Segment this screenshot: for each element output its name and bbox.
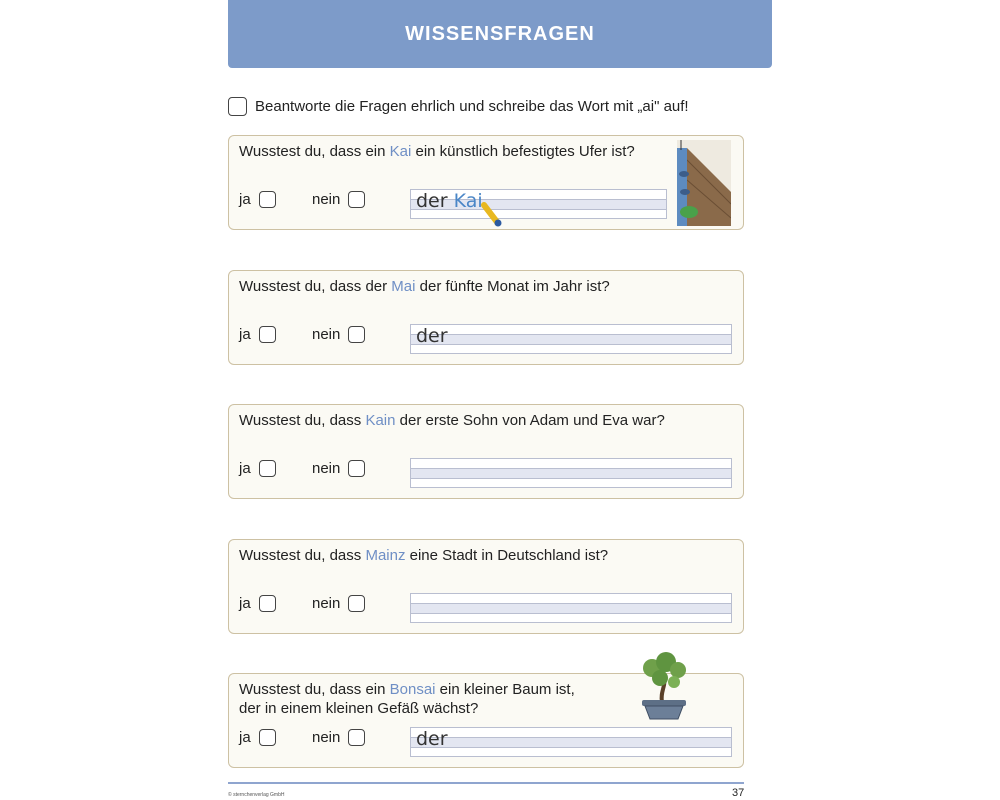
keyword: Mai xyxy=(391,278,416,295)
keyword: Kain xyxy=(365,412,396,429)
ja-checkbox[interactable] xyxy=(259,729,276,746)
option-ja-label: ja xyxy=(239,191,251,208)
keyword: Mainz xyxy=(365,547,406,564)
option-ja xyxy=(239,595,276,612)
option-ja xyxy=(239,191,276,208)
option-nein-label: nein xyxy=(312,460,341,477)
question-card-mainz xyxy=(228,539,744,634)
option-nein-label: nein xyxy=(312,191,341,208)
option-ja-label: ja xyxy=(239,326,251,343)
answer-writing-line[interactable] xyxy=(410,324,732,354)
option-nein-label: nein xyxy=(312,326,341,343)
answer-writing-line[interactable] xyxy=(410,727,732,757)
question-text: Wusstest du, dass Kain der erste Sohn von Adam und Eva war? xyxy=(239,412,665,429)
option-ja-label: ja xyxy=(239,595,251,612)
option-nein xyxy=(312,729,365,746)
page-header xyxy=(228,0,772,68)
option-ja xyxy=(239,326,276,343)
option-nein xyxy=(312,191,365,208)
keyword: Bonsai xyxy=(389,681,436,698)
ja-checkbox[interactable] xyxy=(259,191,276,208)
footer-divider xyxy=(228,782,744,784)
option-ja xyxy=(239,460,276,477)
option-nein-label: nein xyxy=(312,729,341,746)
bonsai-tree-icon xyxy=(636,650,692,722)
option-ja-label: ja xyxy=(239,729,251,746)
pencil-icon xyxy=(481,202,503,230)
harbor-wall-icon xyxy=(677,140,731,226)
question-text: Wusstest du, dass Mainz eine Stadt in Deutschland ist? xyxy=(239,547,609,564)
answer-text: der xyxy=(416,728,448,750)
ja-checkbox[interactable] xyxy=(259,460,276,477)
answer-text: der Kai xyxy=(416,190,483,212)
instruction-checkbox[interactable] xyxy=(228,97,247,116)
answer-text: der xyxy=(416,325,448,347)
option-ja-label: ja xyxy=(239,460,251,477)
ja-checkbox[interactable] xyxy=(259,326,276,343)
question-card-kain xyxy=(228,404,744,499)
question-text: Wusstest du, dass der Mai der fünfte Monat im Jahr ist? xyxy=(239,278,610,295)
question-card-mai xyxy=(228,270,744,365)
answer-writing-line[interactable] xyxy=(410,189,667,219)
instruction-text: Beantworte die Fragen ehrlich und schreibe das Wort mit „ai" auf! xyxy=(255,97,689,115)
option-nein xyxy=(312,460,365,477)
instruction xyxy=(228,95,689,117)
nein-checkbox[interactable] xyxy=(348,460,365,477)
option-nein xyxy=(312,326,365,343)
nein-checkbox[interactable] xyxy=(348,191,365,208)
question-text: Wusstest du, dass ein Kai ein künstlich befestigtes Ufer ist? xyxy=(239,143,635,160)
question-card-kai xyxy=(228,135,744,230)
page-number: 37 xyxy=(732,787,745,799)
option-nein xyxy=(312,595,365,612)
keyword: Kai xyxy=(389,143,412,160)
option-ja xyxy=(239,729,276,746)
nein-checkbox[interactable] xyxy=(348,595,365,612)
nein-checkbox[interactable] xyxy=(348,326,365,343)
answer-writing-line[interactable] xyxy=(410,593,732,623)
answer-writing-line[interactable] xyxy=(410,458,732,488)
nein-checkbox[interactable] xyxy=(348,729,365,746)
copyright-text: © sternchenverlag GmbH xyxy=(228,792,285,798)
ja-checkbox[interactable] xyxy=(259,595,276,612)
question-text: Wusstest du, dass ein Bonsai ein kleiner Baum ist, der in einem kleinen Gefäß wächst? xyxy=(239,681,575,717)
option-nein-label: nein xyxy=(312,595,341,612)
page-title: WISSENSFRAGEN xyxy=(405,22,595,45)
